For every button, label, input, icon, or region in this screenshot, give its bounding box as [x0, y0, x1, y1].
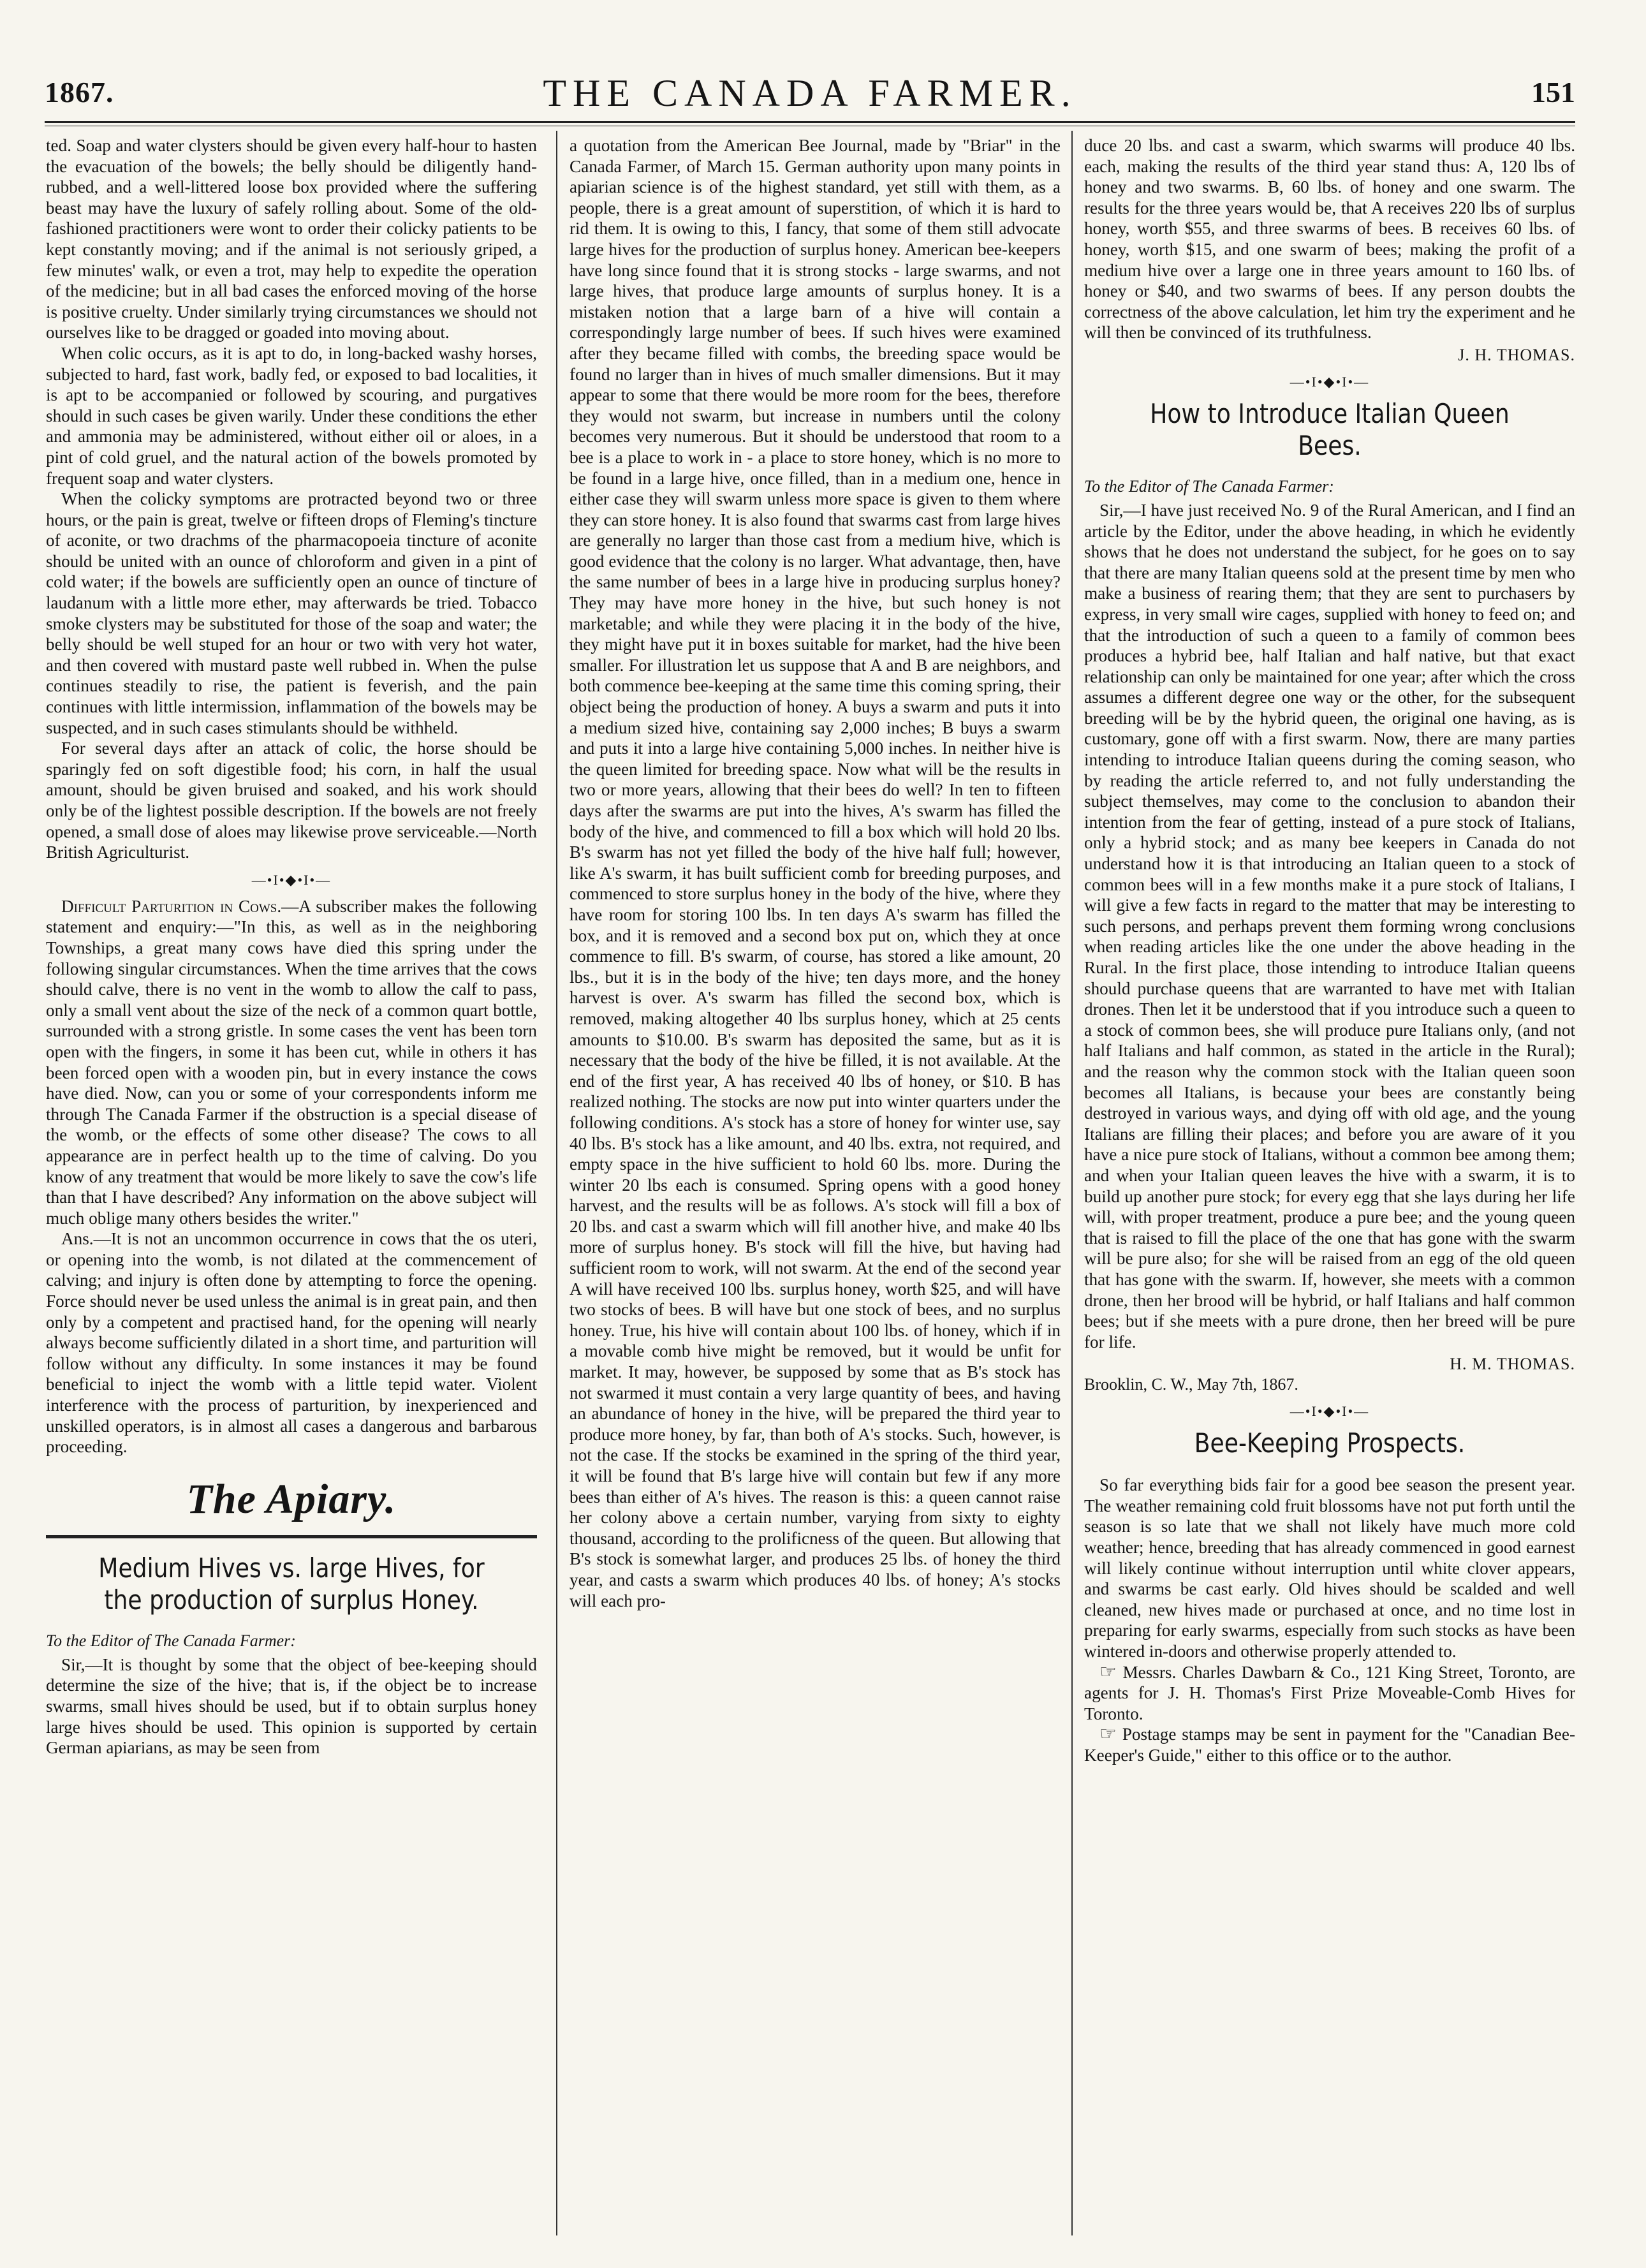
- paragraph: When colic occurs, as it is apt to do, in long-backed washy horses, subjected to hard, fast work, badly fed, or exposed to bad localities, it is apt to be accompanied or followed by scouring, and purgatives should in such cases be given warily. Under these conditions the ether and ammonia may be administered, without either oil or aloes, in a pint of cold gruel, and the natural action of the bowels promoted by frequent soap and water clysters.: [46, 343, 537, 488]
- article-title: Bee-Keeping Prospects.: [1194, 1427, 1466, 1459]
- paragraph: a quotation from the American Bee Journal, made by "Briar" in the Canada Farmer, of March 15. German authority upon many points in apiarian science is of the highest standard, yet still with them, as a people, there is a great amount of superstition, of which it is hard to rid them. It is owing to this, I fancy, that some of them still advocate large hives for the production of surplus honey. American bee-keepers have long since found that it is strong stocks - large swarms, and not large hives, that produce large amounts of surplus honey. It is a mistaken notion that a large barn of a hive will contain a correspondingly large number of bees. If such hives were examined after they became filled with combs, the breeding space would be found no larger than in hives of much smaller dimensions. But it may appear to some that there would be more room for the bees, therefore they would not swarm, but increase in numbers until the colony becomes very numerous. But it should be understood that room to a bee is a place to work in - a place to store honey, which is no more to be found in a large hive, once filled, than in a medium one, hence in either case they will swarm unless more space is given to them where they can store honey. It is also found that swarms cast from large hives are generally no larger than those cast from a medium hive, which is good evidence that the colony is no larger. What advantage, then, have the same number of bees in a large hive in producing surplus honey? They may have more honey in the hive, but such honey is not marketable; and while they were placing it in the body of the hive, they might have put it in boxes suitable for market, had the hive been smaller. For illustration let us suppose that A and B are neighbors, and both commence bee-keeping at the same time this coming spring, their object being the production of honey. A buys a swarm and puts it into a medium sized hive, containing say 2,000 inches; B buys a swarm and puts it into a large hive containing 5,000 inches. In neither hive is the queen limited for breeding space. Now what will be the results in two or more years, allowing that their bees do well? In ten to fifteen days after the swarms are put into the hives, A's swarm has filled the body of the hive, and commenced to fill a box which will hold 20 lbs. B's swarm has not yet filled the body of the hive half full; however, like A's swarm, it has built sufficient comb for breeding purposes, and commenced to store surplus honey in the body of the hive, where they have room for storing 100 lbs. In ten days A's swarm has filled the box, and it is removed and a second box put on, which they at once commence to fill. B's swarm, of course, has stored a like amount, 20 lbs., but it is in the body of the hive; ten days more, and the honey harvest is over. A's swarm has filled the second box, which is removed, making altogether 40 lbs surplus honey, which at 25 cents amounts to $10.00. B's swarm has deposited the same, but as it is necessary that the body of the hive be filled, it is not available. At the end of the first year, A has received 40 lbs of honey, or $10. B has realized nothing. The stocks are now put into winter quarters under the following conditions. A's stock has a store of honey for winter use, say 40 lbs. B's stock has a like amount, and 40 lbs. extra, not required, and empty space in the hive sufficient to hold 60 lbs. more. During the winter 20 lbs each is consumed. Spring opens with a good honey harvest, and the results will be as follows. A's stock will fill a box of 20 lbs. and cast a swarm which will fill another hive, and make 40 lbs more of surplus honey. B's stock will fill the hive, but having had sufficient room to work, will not swarm. At the end of the second year A will have received 100 lbs. surplus honey, worth $25, and will have two stocks of bees. B will have but one stock of bees, and no surplus honey. True, his hive will contain about 100 lbs. of honey, which if in a movable comb hive might be removed, but it would be unfit for market. It may, however, be supposed by some that as B's stock has not swarmed it must contain a very large quantity of bees, and having an abundance of honey in the hive, will be prepared the third year to produce more honey, by far, than both of A's stocks. Such, however, is not the case. If the stocks be examined in the spring of the third year, it will be found that B's large hive will contain but few if any more bees than either of A's hives. The reason is this: a queen cannot raise her colony above a certain number, varying from sixty to eighty thousand, according to the prolificness of the queen. But allowing that B's stock is somewhat larger, and produces 25 lbs. of honey the third year, and casts a swarm which produces 40 lbs. of honey; A's stocks will each pro-: [569, 136, 1061, 1610]
- horse-colic-article: [46, 135, 537, 863]
- column-divider-1: [556, 131, 557, 2235]
- pointing-hand-icon: ☞: [1099, 1661, 1117, 1683]
- paragraph: So far everything bids fair for a good bee season the present year. The weather remaining cold fruit blossoms have not put forth until the season is so late that we shall not likely have much more cold weather; hence, breeding that has already commenced in good earnest will likely continue without interruption until white clover appears, and swarms be cast early. Old hives should be scalded and well cleaned, new hives made or purchased at once, and no time lost in preparing for early swarms, especially from such stocks as have been wintered in-doors and otherwise properly attended to.: [1084, 1475, 1575, 1661]
- masthead-title: THE CANADA FARMER.: [543, 72, 1077, 114]
- apiary-article-start: [46, 1654, 537, 1758]
- column-1: [46, 135, 537, 2240]
- column-3: [1084, 135, 1575, 2240]
- apiary-article-continued: [569, 135, 1061, 1611]
- cows-enquiry: —A subscriber makes the following statement and enquiry:—"In this, as well as in the neighboring Townships, a great many cows have died this spring under the following singular circumstances. When the time arrives that the cows should calve, there is no vent in the womb to allow the calf to pass, only a small vent about the size of the neck of a common quart bottle, surrounded with a strong gristle. In some cases the vent has been torn open with the fingers, in some it has been cut, while in others it has been forced open with a wooden pin, but in every instance the cows have died. Now, can you or some of your correspondents inform me through The Canada Farmer if the obstruction is a special disease of the womb, or the effects of some other disease? The cows to all appearance are in perfect health up to the time of calving. Do you know of any treatment that would be more likely to save the cow's life than that I have described? Any information on the above subject will much oblige many others besides the writer.": [46, 896, 537, 1228]
- section-rule: [46, 1535, 537, 1538]
- pointing-hand-icon: ☞: [1099, 1723, 1117, 1745]
- paragraph: [46, 896, 537, 1229]
- paragraph: Sir,—I have just received No. 9 of the Rural American, and I find an article by the Editor, under the above heading, in which he evidently shows that he does not understand the subject, for he goes on to say that there are many Italian queens sold at the present time by men who make a business of rearing them; that they are sent to purchasers by express, in very small wire cages, supplied with honey to feed on; and that the introduction of such a queen to a family of common bees produces a hybrid bee, half Italian and half native, but that exact relationship can only be maintained for one year; after which the cross assumes a different degree one way or the other, for the subsequent breeding will be by the hybrid queen, the original one having, as is customary, gone off with a first swarm. Now, there are many parties intending to introduce Italian queens during the coming season, who by reading the article referred to, and not fully understanding the subject themselves, may come to the conclusion to abandon their intention from the fear of getting, instead of a pure stock of Italians, only a hybrid stock; and as many bee keepers in Canada do not understand how it is that introducing an Italian queen to a stock of common bees will in a few months make it a pure stock of Italians, I will give a few facts in regard to the matter that may be interesting to such persons, and perhaps prevent them forming wrong conclusions when reading articles like the one under the above heading in the Rural. In the first place, those intending to introduce Italian queens should purchase queens that are warranted to have met with Italian drones. Then let it be understood that if you introduce such a queen to a stock of common bees, she will produce pure Italians only, (and not half Italians and half common, as stated in the article in the Rural); and the reason why the common stock with the Italian queen soon becomes all Italians, is because your bees are constantly being destroyed in various ways, and dying off with old age, and the young Italians are filling their places; and before you are aware of it you have a nice pure stock of Italians, without a common bee among them; and when your Italian queen leaves the hive with a swarm, it is to build up another pure stock; for every egg that she lays during her life will, with proper treatment, produce a pure bee; and the young queen that is raised to fill the place of the one that has gone with the swarm will be pure also; for she will be raised from an egg of the old queen that has gone with the swarm. If, however, she meets with a common drone, then her brood will be hybrid, or half Italians and half common bees; but if she meets with a pure drone, then her breed will be pure for life.: [1084, 500, 1575, 1351]
- ornamental-rule: —•I•◆•I•—: [1290, 1403, 1370, 1420]
- column-2: [569, 135, 1061, 2240]
- apiary-article-end: [1084, 135, 1575, 343]
- page-number: 151: [1531, 76, 1575, 108]
- bee-keeping-prospects-article: [1084, 1475, 1575, 1765]
- notice: [1084, 1662, 1575, 1725]
- dateline: Brooklin, C. W., May 7th, 1867.: [1084, 1375, 1298, 1394]
- author-signature: J. H. THOMAS.: [1458, 345, 1575, 364]
- notice: [1084, 1724, 1575, 1765]
- paragraph: ted. Soap and water clysters should be given every half-hour to hasten the evacuation of the bowels; the belly should be diligently hand-rubbed, and a well-littered loose box provided where the suffering beast may have the luxury of safely rolling about. Some of the old-fashioned practitioners were wont to order their colicky patients to be kept constantly moving; and if the animal is not seriously griped, a few minutes' walk, or even a trot, may help to expedite the operation of the medicine; but in all bad cases the enforced moving of the horse is positive cruelty. Under similarly trying circumstances we should not ourselves like to be dragged or goaded into moving about.: [46, 136, 537, 342]
- author-signature: H. M. THOMAS.: [1450, 1355, 1575, 1374]
- to-editor-line: To the Editor of The Canada Farmer:: [1084, 476, 1334, 496]
- ornamental-rule: —•I•◆•I•—: [251, 871, 332, 888]
- section-title: The Apiary.: [186, 1475, 397, 1522]
- column-divider-2: [1071, 131, 1073, 2235]
- ornamental-rule: —•I•◆•I•—: [1290, 373, 1370, 390]
- paragraph: When the colicky symptoms are protracted beyond two or three hours, or the pain is great, twelve or fifteen drops of Fleming's tincture of aconite, or two drachms of the pharmacopoeia tincture of aconite should be united with an ounce of chloroform and given in a pint of cold water; if the bowels are sufficiently open an ounce of tincture of laudanum with a little more ether, may afterwards be tried. Tobacco smoke clysters may be substituted for those of the soap and water; the belly should be well stuped for an hour or two with very hot water, and then covered with mustard paste well rubbed in. When the pulse continues steadily to rise, the patient is feverish, and the pain continues with little intermission, inflammation of the bowels may be suspected, and in such cases stimulants should be withheld.: [46, 489, 537, 737]
- paragraph: Sir,—It is thought by some that the object of bee-keeping should determine the size of the hive; that is, if the object be to increase swarms, small hives should be used, but if to obtain surplus honey large hives should be used. This opinion is supported by certain German apiarians, as may be seen from: [46, 1654, 537, 1758]
- notice-text: Messrs. Charles Dawbarn & Co., 121 King Street, Toronto, are agents for J. H. Thomas's First Prize Moveable-Comb Hives for Toronto.: [1084, 1662, 1575, 1723]
- to-editor-line: To the Editor of The Canada Farmer:: [46, 1631, 296, 1650]
- paragraph: For several days after an attack of colic, the horse should be sparingly fed on soft digestible food; his corn, in half the usual amount, should be given bruised and soaked, and his work should only be of the lightest possible description. If the bowels are not freely opened, a small dose of aloes may likewise prove serviceable.—North British Agriculturist.: [46, 739, 537, 862]
- masthead: [45, 72, 1575, 120]
- paragraph: duce 20 lbs. and cast a swarm, which swarms will produce 40 lbs. each, making the results of the third year stand thus: A, 120 lbs of honey and two swarms. B, 60 lbs. of honey and one swarm. The results for the three years would be, that A receives 220 lbs of surplus honey, worth $55, and three swarms of bees. B receives 60 lbs. of honey, worth $15, and one swarm of bees; making the profit of a medium hive over a large one in three years amount to 160 lbs. of honey or $40, and two swarms of bees. If any person doubts the correctness of the above calculation, let him try the experiment and he will then be convinced of its truthfulness.: [1084, 136, 1575, 342]
- masthead-year: 1867.: [45, 76, 114, 108]
- cows-article: [46, 896, 537, 1457]
- article-title: Medium Hives vs. large Hives, for the production of surplus Honey.: [98, 1552, 485, 1616]
- notice-text: Postage stamps may be sent in payment for the "Canadian Bee-Keeper's Guide," either to this office or to the author.: [1084, 1725, 1575, 1765]
- paragraph: Ans.—It is not an uncommon occurrence in cows that the os uteri, or opening into the womb, is not dilated at the commencement of calving; and injury is often done by attempting to force the opening. Force should never be used unless the animal is in great pain, and then only by a competent and practised hand, for the opening will nearly always become sufficiently dilated in a short time, and parturition will follow without any difficulty. In some instances it may be found beneficial to inject the womb with a little tepid water. Violent interference with the process of parturition, by inexperienced and unskilled operators, is in almost all cases a dangerous and barbarous proceeding.: [46, 1229, 537, 1457]
- italian-queen-article: [1084, 500, 1575, 1352]
- article-title: How to Introduce Italian Queen Bees.: [1150, 397, 1510, 461]
- cows-heading: Difficult Parturition in Cows.: [61, 896, 282, 916]
- masthead-rule: [45, 121, 1575, 123]
